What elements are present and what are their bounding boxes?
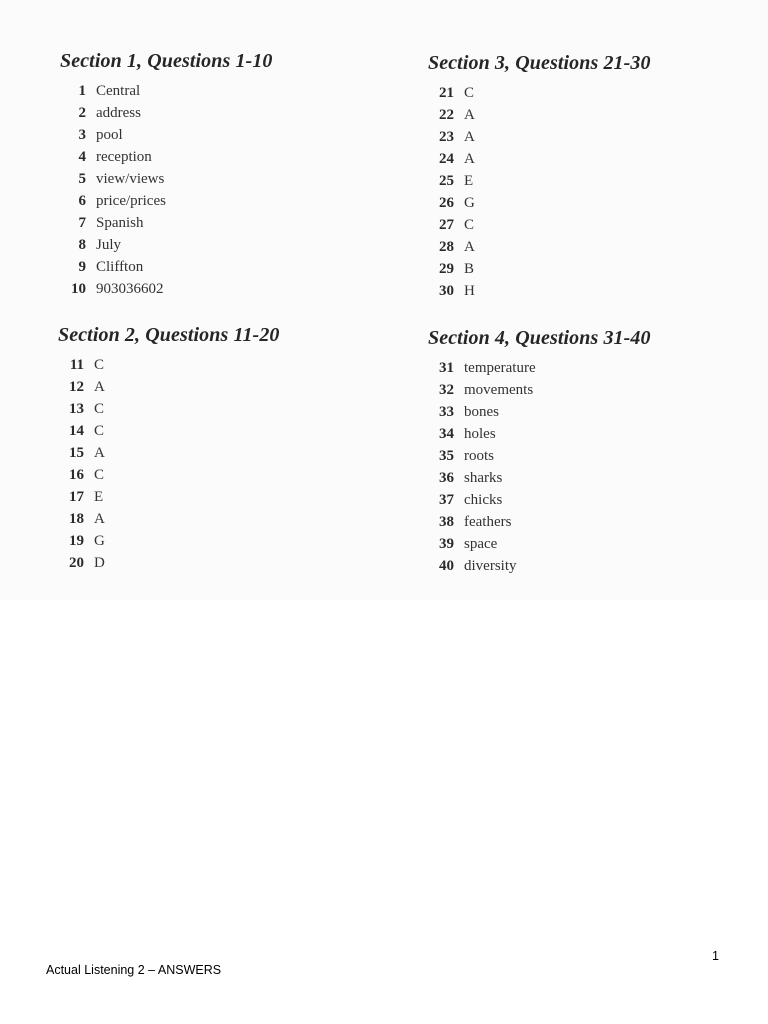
question-number: 12 [69, 379, 84, 395]
question-number: 11 [69, 357, 84, 373]
answer-row [58, 420, 378, 442]
question-number: 16 [69, 467, 84, 483]
question-number: 8 [78, 237, 86, 253]
answer-row [428, 533, 748, 555]
answer-text: G [94, 533, 105, 549]
answer-row [58, 354, 378, 376]
answer-row [60, 234, 380, 256]
answer-text: July [96, 237, 122, 253]
answer-row [60, 278, 380, 300]
answer-row [428, 445, 748, 467]
answer-text: temperature [464, 360, 536, 376]
answer-row [428, 511, 748, 533]
answer-text: 903036602 [96, 281, 164, 297]
answer-row [60, 124, 380, 146]
question-number: 10 [71, 281, 86, 297]
answer-text: E [94, 489, 104, 505]
question-number: 34 [439, 426, 454, 442]
answer-row [428, 192, 748, 214]
answer-row [428, 357, 748, 379]
answer-text: C [94, 357, 105, 373]
question-number: 32 [439, 382, 454, 398]
answer-text: C [464, 217, 475, 233]
answer-text: A [464, 129, 475, 145]
question-number: 3 [78, 127, 86, 143]
question-number: 36 [439, 470, 454, 486]
answer-row [60, 80, 380, 102]
answer-row [58, 398, 378, 420]
answer-row [428, 423, 748, 445]
question-number: 31 [439, 360, 454, 376]
answer-text: C [464, 85, 475, 101]
answer-text: space [464, 536, 498, 552]
answer-row [428, 258, 748, 280]
answer-text: Spanish [96, 215, 144, 231]
question-number: 7 [78, 215, 86, 231]
section-1 [60, 48, 380, 300]
question-number: 33 [439, 404, 454, 420]
answer-text: movements [464, 382, 534, 398]
answer-row [60, 168, 380, 190]
answer-text: view/views [96, 171, 165, 187]
answer-text: chicks [464, 492, 503, 508]
question-number: 25 [439, 173, 454, 189]
answer-row [428, 236, 748, 258]
answer-row [58, 464, 378, 486]
answer-list [60, 80, 380, 300]
answer-text: A [464, 107, 475, 123]
answer-text: reception [96, 149, 152, 165]
section-2 [58, 322, 378, 574]
question-number: 17 [69, 489, 84, 505]
question-number: 27 [439, 217, 454, 233]
answer-row [428, 170, 748, 192]
answer-row [428, 467, 748, 489]
section-title: Section 4, Questions 31-40 [428, 327, 651, 349]
answer-row [428, 555, 748, 577]
question-number: 5 [78, 171, 86, 187]
section-title: Section 2, Questions 11-20 [58, 324, 280, 346]
answer-row [60, 256, 380, 278]
answer-text: address [96, 105, 141, 121]
section-title: Section 3, Questions 21-30 [428, 52, 651, 74]
answer-text: C [94, 401, 105, 417]
question-number: 4 [78, 149, 86, 165]
answer-row [58, 530, 378, 552]
answer-row [428, 214, 748, 236]
answer-text: G [464, 195, 475, 211]
answer-text: Cliffton [96, 259, 144, 275]
answer-row [428, 148, 748, 170]
question-number: 26 [439, 195, 454, 211]
answer-text: A [464, 239, 475, 255]
answer-text: price/prices [96, 193, 166, 209]
answer-row [58, 486, 378, 508]
question-number: 9 [78, 259, 86, 275]
answer-row [428, 104, 748, 126]
answer-text: A [94, 445, 105, 461]
question-number: 18 [69, 511, 84, 527]
question-number: 38 [439, 514, 454, 530]
answer-text: diversity [464, 558, 517, 574]
answer-text: sharks [464, 470, 503, 486]
answer-row [428, 82, 748, 104]
answer-text: A [94, 511, 105, 527]
question-number: 2 [78, 105, 86, 121]
page-number: 1 [712, 949, 719, 963]
question-number: 40 [439, 558, 454, 574]
question-number: 6 [78, 193, 86, 209]
question-number: 24 [439, 151, 454, 167]
section-3 [428, 50, 748, 302]
question-number: 28 [439, 239, 454, 255]
answer-row [428, 280, 748, 302]
question-number: 35 [439, 448, 454, 464]
document-footer-title: Actual Listening 2 – ANSWERS [46, 963, 222, 977]
answer-row [60, 102, 380, 124]
answer-list [428, 357, 748, 577]
question-number: 1 [78, 83, 86, 99]
answer-text: C [94, 467, 105, 483]
answer-text: roots [464, 448, 494, 464]
section-title: Section 1, Questions 1-10 [60, 50, 273, 72]
answer-text: bones [464, 404, 499, 420]
question-number: 21 [439, 85, 454, 101]
question-number: 23 [439, 129, 454, 145]
question-number: 19 [69, 533, 84, 549]
answer-list [58, 354, 378, 574]
answer-row [58, 442, 378, 464]
question-number: 29 [439, 261, 454, 277]
answer-row [428, 126, 748, 148]
answer-row [428, 489, 748, 511]
answer-row [60, 212, 380, 234]
answer-row [58, 376, 378, 398]
answer-row [58, 508, 378, 530]
answer-text: holes [464, 426, 496, 442]
answer-row [60, 146, 380, 168]
answer-text: E [464, 173, 474, 189]
answer-row [428, 379, 748, 401]
answer-text: feathers [464, 514, 512, 530]
answer-text: B [464, 261, 475, 277]
question-number: 22 [439, 107, 454, 123]
question-number: 14 [69, 423, 84, 439]
answer-text: H [464, 283, 475, 299]
answer-row [428, 401, 748, 423]
answer-text: pool [96, 127, 123, 143]
answer-row [60, 190, 380, 212]
question-number: 13 [69, 401, 84, 417]
answer-list [428, 82, 748, 302]
question-number: 37 [439, 492, 454, 508]
answer-text: A [94, 379, 105, 395]
question-number: 15 [69, 445, 84, 461]
answer-text: C [94, 423, 105, 439]
answer-row [58, 552, 378, 574]
answer-text: A [464, 151, 475, 167]
answer-text: Central [96, 83, 141, 99]
question-number: 39 [439, 536, 454, 552]
question-number: 30 [439, 283, 454, 299]
question-number: 20 [69, 555, 84, 571]
answer-text: D [94, 555, 105, 571]
section-4 [428, 325, 748, 577]
